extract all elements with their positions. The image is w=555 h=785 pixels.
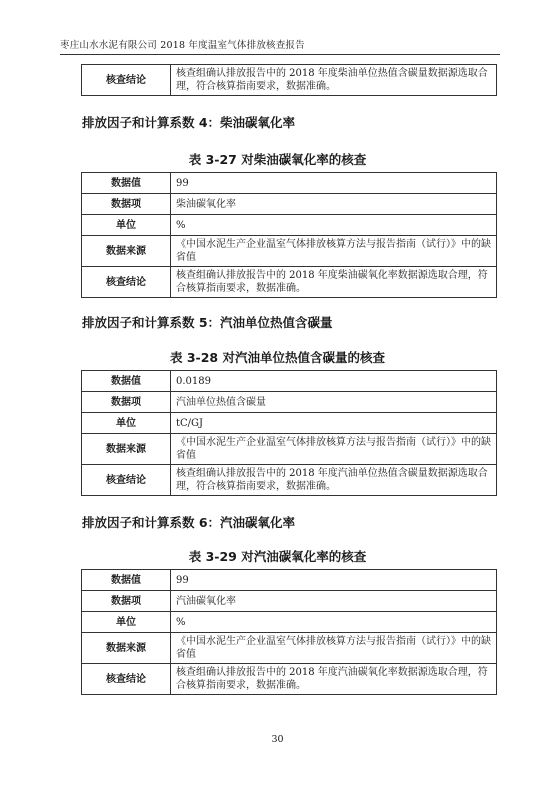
row-value: 汽油单位热值含碳量 — [171, 392, 497, 413]
table-row — [82, 434, 497, 465]
section-title-gasoline-oxidation: 排放因子和计算系数 6：汽油碳氧化率 — [82, 515, 296, 530]
table-row — [82, 236, 497, 267]
table-row — [82, 633, 497, 664]
table-row — [82, 194, 497, 215]
row-value: 《中国水泥生产企业温室气体排放核算方法与报告指南（试行）》中的缺省值 — [171, 633, 497, 664]
table-caption-3-29: 表 3-29 对汽油碳氧化率的核查 — [188, 549, 367, 564]
row-key: 数据来源 — [82, 434, 171, 465]
row-key: 核查结论 — [82, 664, 171, 695]
row-value: 《中国水泥生产企业温室气体排放核算方法与报告指南（试行）》中的缺省值 — [171, 236, 497, 267]
table-row — [82, 173, 497, 194]
row-value: 核查组确认排放报告中的 2018 年度汽油单位热值含碳量数据源选取合理，符合核算指南要求，数据准确。 — [171, 465, 497, 496]
row-value: 汽油碳氧化率 — [171, 591, 497, 612]
table-row — [82, 392, 497, 413]
row-key: 数据项 — [82, 392, 171, 413]
row-value: 柴油碳氧化率 — [171, 194, 497, 215]
page-header: 枣庄山水水泥有限公司 2018 年度温室气体排放核查报告 — [60, 37, 500, 55]
row-value: tC/GJ — [171, 413, 497, 434]
row-key: 单位 — [82, 612, 171, 633]
table-3-29 — [81, 569, 497, 695]
row-key: 单位 — [82, 215, 171, 236]
row-value: % — [171, 612, 497, 633]
table-row — [82, 65, 497, 96]
table-row — [82, 664, 497, 695]
table-row — [82, 267, 497, 298]
row-key: 数据来源 — [82, 633, 171, 664]
table-row — [82, 570, 497, 591]
row-value: 核查组确认排放报告中的 2018 年度柴油碳氧化率数据源选取合理，符合核算指南要求，数据准确。 — [171, 267, 497, 298]
row-value: 核查组确认排放报告中的 2018 年度柴油单位热值含碳量数据源选取合理，符合核算指南要求，数据准确。 — [171, 65, 497, 96]
table-caption-3-28: 表 3-28 对汽油单位热值含碳量的核查 — [170, 350, 385, 365]
table-row — [82, 612, 497, 633]
row-key: 核查结论 — [82, 267, 171, 298]
row-value: 《中国水泥生产企业温室气体排放核算方法与报告指南（试行）》中的缺省值 — [171, 434, 497, 465]
section-title-diesel-oxidation: 排放因子和计算系数 4：柴油碳氧化率 — [82, 115, 296, 130]
row-value: 99 — [171, 570, 497, 591]
row-key: 核查结论 — [82, 65, 171, 96]
table-caption-3-27: 表 3-27 对柴油碳氧化率的核查 — [188, 152, 367, 167]
table-row — [82, 215, 497, 236]
table-row — [82, 371, 497, 392]
table-continued-diesel-carbon-content — [81, 64, 497, 96]
row-key: 数据值 — [82, 570, 171, 591]
row-value: 99 — [171, 173, 497, 194]
row-key: 数据来源 — [82, 236, 171, 267]
page-number: 30 — [271, 734, 284, 745]
row-key: 单位 — [82, 413, 171, 434]
row-key: 数据项 — [82, 194, 171, 215]
table-row — [82, 591, 497, 612]
table-row — [82, 413, 497, 434]
table-3-28 — [81, 370, 497, 496]
row-key: 数据值 — [82, 371, 171, 392]
row-value: 0.0189 — [171, 371, 497, 392]
row-value: 核查组确认排放报告中的 2018 年度汽油碳氧化率数据源选取合理，符合核算指南要求，数据准确。 — [171, 664, 497, 695]
row-key: 数据项 — [82, 591, 171, 612]
row-key: 数据值 — [82, 173, 171, 194]
table-row — [82, 465, 497, 496]
row-key: 核查结论 — [82, 465, 171, 496]
table-3-27 — [81, 172, 497, 298]
section-title-gasoline-carbon-content: 排放因子和计算系数 5：汽油单位热值含碳量 — [82, 315, 333, 330]
row-value: % — [171, 215, 497, 236]
